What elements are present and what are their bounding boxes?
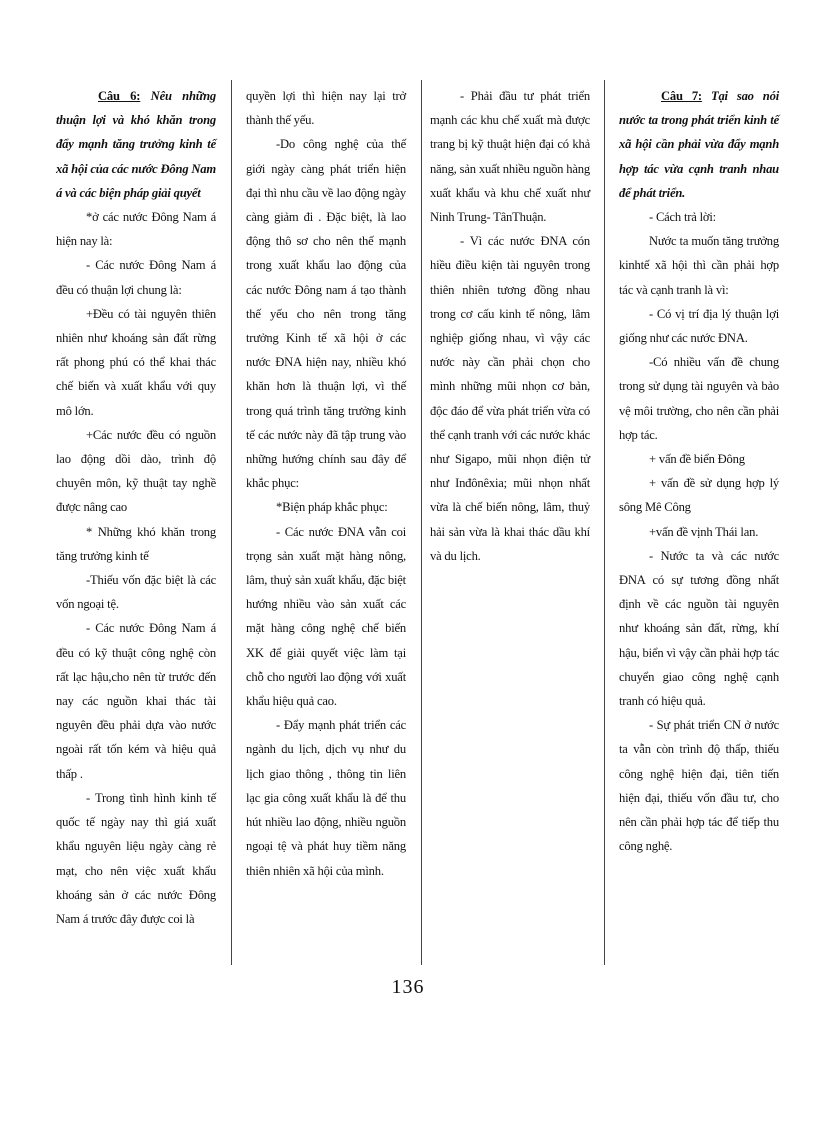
paragraph: quyền lợi thì hiện nay lại trở thành thế yếu. xyxy=(246,89,406,128)
question-7-heading xyxy=(619,84,779,205)
paragraph: +Đều có tài nguyên thiên nhiên như khoáng sản đất rừng rất phong phú có thể khai thác chế biến và xuất khẩu với quy mô lớn. xyxy=(56,306,216,418)
question-6-text: Nêu những thuận lợi và khó khăn trong đẩy mạnh tăng trưởng kinh tế xã hội của các nước Đông Nam á và các biện pháp giải quyết xyxy=(56,89,216,200)
paragraph: - Phải đầu tư phát triển mạnh các khu chế xuất mà được trang bị kỹ thuật hiện đại có khả năng, sản xuất nhiều nguồn hàng xuất khẩu và khu chế xuất như Ninh Trung- TânThuận. xyxy=(430,89,590,225)
question-7-label: Câu 7: xyxy=(661,89,702,103)
paragraph: - Các nước Đông Nam á đều có thuận lợi chung là: xyxy=(56,258,216,297)
paragraph: - Các nước Đông Nam á đều có kỹ thuật công nghệ còn rất lạc hậu,cho nên từ trước đến nay các nguồn khai thác tài nguyên đều phải dựa vào nước ngoài rất tốn kém và hiệu quả thấp . xyxy=(56,621,216,781)
question-6-heading xyxy=(56,84,216,205)
question-6-label: Câu 6: xyxy=(98,89,141,103)
paragraph: Nước ta muốn tăng trưởng kinhtế xã hội thì cần phải hợp tác và cạnh tranh là vì: xyxy=(619,234,779,297)
column-divider-1 xyxy=(231,80,232,965)
paragraph: + vấn đề biển Đông xyxy=(649,452,745,467)
paragraph: -Do công nghệ của thế giới ngày càng phát triển hiện đại thì nhu cầu về lao động ngày càng giảm đi . Đặc biệt, là lao động thô sơ cho nên thế mạnh trong xuất khẩu lao động của các nước Đông nam á tạo thành thế yếu cho nên trong tăng trưởng Kinh tế xã hội ở các nước ĐNA hiện nay, nhiều khó khăn hơn là thuận lợi, vì thế trong quá trình tăng trưởng kinh tế các nước này đã tập trung vào những hướng chính sau đây để khắc phục: xyxy=(246,137,406,491)
column-4 xyxy=(619,84,779,859)
question-7-text: Tại sao nói nước ta trong phát triển kinh tế xã hội cần phải vừa đẩy mạnh hợp tác vừa cạnh tranh nhau để phát triển. xyxy=(619,89,779,200)
paragraph: - Trong tình hình kinh tế quốc tế ngày nay thì giá xuất khẩu nguyên liệu ngày càng rẻ mạt, cho nên việc xuất khẩu khoáng sản ở các nước Đông Nam á trước đây được coi là xyxy=(56,790,216,926)
paragraph: *ở các nước Đông Nam á hiện nay là: xyxy=(56,210,216,249)
paragraph: -Có nhiều vấn đề chung trong sử dụng tài nguyên và bảo vệ môi trường, cho nên cần phải hợp tác. xyxy=(619,355,779,442)
paragraph: - Có vị trí địa lý thuận lợi giống như các nước ĐNA. xyxy=(619,306,779,346)
column-2 xyxy=(246,84,406,883)
paragraph: - Đẩy mạnh phát triển các ngành du lịch, dịch vụ như du lịch giao thông , thông tin liên lạc gia công xuất khẩu là để thu hút nhiều lao động, nhiều nguồn ngoại tệ và phát huy tiềm năng thiên nhiên xã hội của mình. xyxy=(246,718,406,878)
paragraph: - Vì các nước ĐNA cón hiều điều kiện tài nguyên trong thiên nhiên tương đồng nhau trong cơ cấu kinh tế nông, lâm nghiệp giống nhau, vì vậy các nước này cần phải chọn cho mình những mũi nhọn cơ bản, độc đáo để vừa phát triển vừa có thể cạnh tranh với các nước khác như Sigapo, mũi nhọn điện tử như Inđônêxia; mũi nhọn nhất vừa là chế biến nông, lâm, thuỷ hải sản vừa là khai thác dầu khí và du lịch. xyxy=(430,234,590,563)
paragraph: - Các nước ĐNA vẫn coi trọng sản xuất mặt hàng nông, lâm, thuỷ sản xuất khẩu, đặc biệt hướng nhiều vào sản xuất các mặt hàng công nghệ chế biến XK để giải quyết việc làm tại chỗ cho người lao động với xuất khẩu hiệu quả cao. xyxy=(246,524,406,709)
paragraph: - Cách trả lời: xyxy=(649,210,716,225)
column-1 xyxy=(56,84,216,931)
page-number: 136 xyxy=(391,976,425,998)
column-3 xyxy=(430,84,590,568)
paragraph: +vấn đề vịnh Thái lan. xyxy=(649,524,759,539)
paragraph: +Các nước đều có nguồn lao động dồi dào, trình độ chuyên môn, kỹ thuật tay nghề được nâng cao xyxy=(56,427,216,515)
paragraph: * Những khó khăn trong tăng trưởng kinh tế xyxy=(56,524,216,563)
column-divider-2 xyxy=(421,80,422,965)
paragraph: -Thiếu vốn đặc biệt là các vốn ngoại tệ. xyxy=(56,573,216,612)
paragraph: - Sự phát triển CN ở nước ta vẫn còn trình độ thấp, thiếu công nghệ hiện đại, tiên tiến hiện đại, thiếu vốn đầu tư, cho nên cần phải hợp tác để tiếp thu công nghệ. xyxy=(619,718,779,854)
paragraph: - Nước ta và các nước ĐNA có sự tương đồng nhất định về các nguồn tài nguyên như khoáng sản đất, rừng, khí hậu, biển vì vậy cần phải hợp tác chuyển giao công nghệ cạnh tranh có hiệu quả. xyxy=(619,548,779,709)
paragraph: *Biện pháp khắc phục: xyxy=(276,500,388,515)
column-divider-3 xyxy=(604,80,605,965)
paragraph: + vấn đề sử dụng hợp lý sông Mê Công xyxy=(619,476,779,515)
